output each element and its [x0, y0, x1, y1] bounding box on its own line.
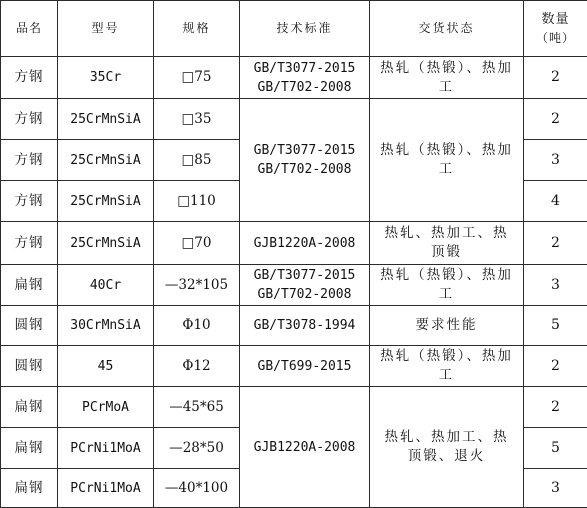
cell-delivery-state	[370, 265, 524, 306]
cell-delivery-state	[370, 387, 524, 508]
header-spec: 规格	[154, 1, 240, 57]
delivery-state-text: 热轧（热锻）、热加工	[372, 141, 521, 179]
standard-line: GB/T702-2008	[242, 78, 367, 97]
standard-line: GB/T699-2015	[242, 357, 367, 376]
cell-quantity: 3	[524, 265, 587, 306]
standard-line: GJB1220A-2008	[242, 234, 367, 253]
cell-standard	[240, 57, 370, 99]
cell-product-name: 方钢	[1, 181, 58, 222]
table-row	[1, 306, 587, 346]
cell-quantity: 3	[524, 140, 587, 181]
cell-product-name: 方钢	[1, 222, 58, 265]
standard-line: GB/T3077-2015	[242, 59, 367, 78]
cell-delivery-state	[370, 346, 524, 387]
cell-standard	[240, 265, 370, 306]
cell-standard	[240, 222, 370, 265]
table-row	[1, 222, 587, 265]
standard-line: GJB1220A-2008	[242, 438, 367, 457]
cell-spec: □110	[154, 181, 240, 222]
cell-delivery-state	[370, 306, 524, 346]
cell-delivery-state	[370, 99, 524, 222]
cell-product-name: 方钢	[1, 57, 58, 99]
cell-quantity: 2	[524, 387, 587, 428]
header-model: 型号	[58, 1, 154, 57]
cell-standard	[240, 99, 370, 222]
table-row	[1, 99, 587, 140]
cell-spec: —45*65	[154, 387, 240, 428]
cell-model: PCrNi1MoA	[58, 428, 154, 469]
cell-spec: —28*50	[154, 428, 240, 469]
header-name: 品名	[1, 1, 58, 57]
table-row	[1, 387, 587, 428]
table-row	[1, 57, 587, 99]
cell-product-name: 方钢	[1, 99, 58, 140]
header-quantity-unit: （吨）	[526, 29, 585, 48]
cell-standard	[240, 346, 370, 387]
header-standard: 技术标准	[240, 1, 370, 57]
cell-spec: —40*100	[154, 469, 240, 508]
cell-product-name: 方钢	[1, 140, 58, 181]
cell-model: 35Cr	[58, 57, 154, 99]
cell-standard	[240, 387, 370, 508]
standard-line: GB/T3077-2015	[242, 266, 367, 285]
delivery-state-text: 热轧（热锻）、热加工	[372, 59, 521, 97]
delivery-state-text: 热轧（热锻）、热加工	[372, 347, 521, 385]
standard-line: GB/T3078-1994	[242, 316, 367, 335]
cell-product-name: 扁钢	[1, 265, 58, 306]
delivery-state-text: 热轧、热加工、热顶锻、退火	[372, 428, 521, 466]
cell-quantity: 5	[524, 306, 587, 346]
cell-spec: □70	[154, 222, 240, 265]
cell-model: PCrMoA	[58, 387, 154, 428]
cell-quantity: 2	[524, 99, 587, 140]
standard-line: GB/T3077-2015	[242, 141, 367, 160]
cell-quantity: 3	[524, 469, 587, 508]
standard-line: GB/T702-2008	[242, 160, 367, 179]
cell-quantity: 4	[524, 181, 587, 222]
cell-quantity: 2	[524, 346, 587, 387]
cell-model: 25CrMnSiA	[58, 99, 154, 140]
header-quantity-label: 数量	[526, 10, 585, 29]
cell-spec: □85	[154, 140, 240, 181]
cell-model: 40Cr	[58, 265, 154, 306]
cell-delivery-state	[370, 57, 524, 99]
cell-quantity: 2	[524, 57, 587, 99]
delivery-state-text: 热轧（热锻）、热加工	[372, 266, 521, 304]
standard-line: GB/T702-2008	[242, 285, 367, 304]
table-row	[1, 346, 587, 387]
cell-product-name: 圆钢	[1, 306, 58, 346]
cell-spec: Φ10	[154, 306, 240, 346]
delivery-state-text: 要求性能	[372, 316, 521, 335]
cell-product-name: 圆钢	[1, 346, 58, 387]
cell-model: 30CrMnSiA	[58, 306, 154, 346]
cell-product-name: 扁钢	[1, 387, 58, 428]
cell-spec: □35	[154, 99, 240, 140]
header-quantity	[524, 1, 587, 57]
cell-product-name: 扁钢	[1, 428, 58, 469]
cell-model: 25CrMnSiA	[58, 140, 154, 181]
cell-quantity: 5	[524, 428, 587, 469]
header-delivery-state: 交货状态	[370, 1, 524, 57]
cell-product-name: 扁钢	[1, 469, 58, 508]
cell-spec: Φ12	[154, 346, 240, 387]
cell-spec: □75	[154, 57, 240, 99]
cell-model: 25CrMnSiA	[58, 222, 154, 265]
delivery-state-text: 热轧、热加工、热顶锻	[372, 224, 521, 262]
table-row	[1, 265, 587, 306]
cell-spec: —32*105	[154, 265, 240, 306]
cell-model: 45	[58, 346, 154, 387]
cell-model: 25CrMnSiA	[58, 181, 154, 222]
cell-quantity: 2	[524, 222, 587, 265]
cell-standard	[240, 306, 370, 346]
header-row	[1, 1, 587, 57]
cell-model: PCrNi1MoA	[58, 469, 154, 508]
cell-delivery-state	[370, 222, 524, 265]
